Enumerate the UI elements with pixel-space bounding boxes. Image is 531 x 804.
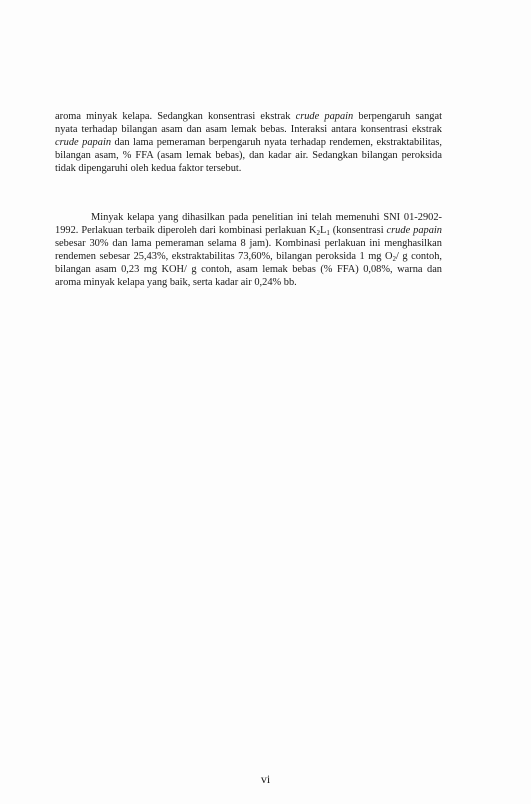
paragraph-2-text-1: Minyak kelapa yang dihasilkan pada penelitian ini telah memenuhi SNI 01-2902-1992. Perlakuan terbaik diperoleh dari kombinasi perlakuan K xyxy=(55,212,442,237)
paragraph-2-text-3: sebesar 30% dan lama pemeraman selama 8 jam). Kombinasi perlakuan ini menghasilkan rendemen sebesar 25,43%, ekstraktabilitas 73,60%, bilangan peroksida 1 mg O xyxy=(55,238,442,263)
paragraph-1 xyxy=(55,110,442,175)
paragraph-1-text-3: dan lama pemeraman berpengaruh nyata terhadap rendemen, ekstraktabilitas, bilangan asam, % FFA (asam lemak bebas), dan kadar air. Sedangkan bilangan peroksida tidak dipengaruhi oleh kedua faktor tersebut. xyxy=(55,137,442,175)
paragraph-1-italic-term-2: crude papain xyxy=(55,137,112,149)
paragraph-2-subscript-l: 1 xyxy=(326,229,330,238)
paragraph-2-italic-term: crude papain xyxy=(386,225,442,237)
paragraph-2-subscript-o: 2 xyxy=(392,255,396,264)
paragraph-2-letter-l: L xyxy=(320,225,327,237)
paragraph-1-text-1: aroma minyak kelapa. Sedangkan konsentrasi ekstrak xyxy=(55,111,296,122)
paragraph-2 xyxy=(55,211,442,290)
paragraph-1-italic-term-1: crude papain xyxy=(295,111,354,122)
page-number: vi xyxy=(260,772,271,786)
paragraph-2-subscript-k: 2 xyxy=(316,229,320,238)
paragraph-2-text-4: / g contoh, bilangan asam 0,23 mg KOH/ g contoh, asam lemak bebas (% FFA) 0,08%, warna dan aroma minyak kelapa yang baik, serta kadar air 0,24% bb. xyxy=(55,251,442,289)
paragraph-2-text-2: (konsentrasi xyxy=(329,225,387,237)
paragraph-1-text-2: berpengaruh sangat nyata terhadap bilangan asam dan asam lemak bebas. Interaksi antara konsentrasi ekstrak xyxy=(55,111,442,136)
